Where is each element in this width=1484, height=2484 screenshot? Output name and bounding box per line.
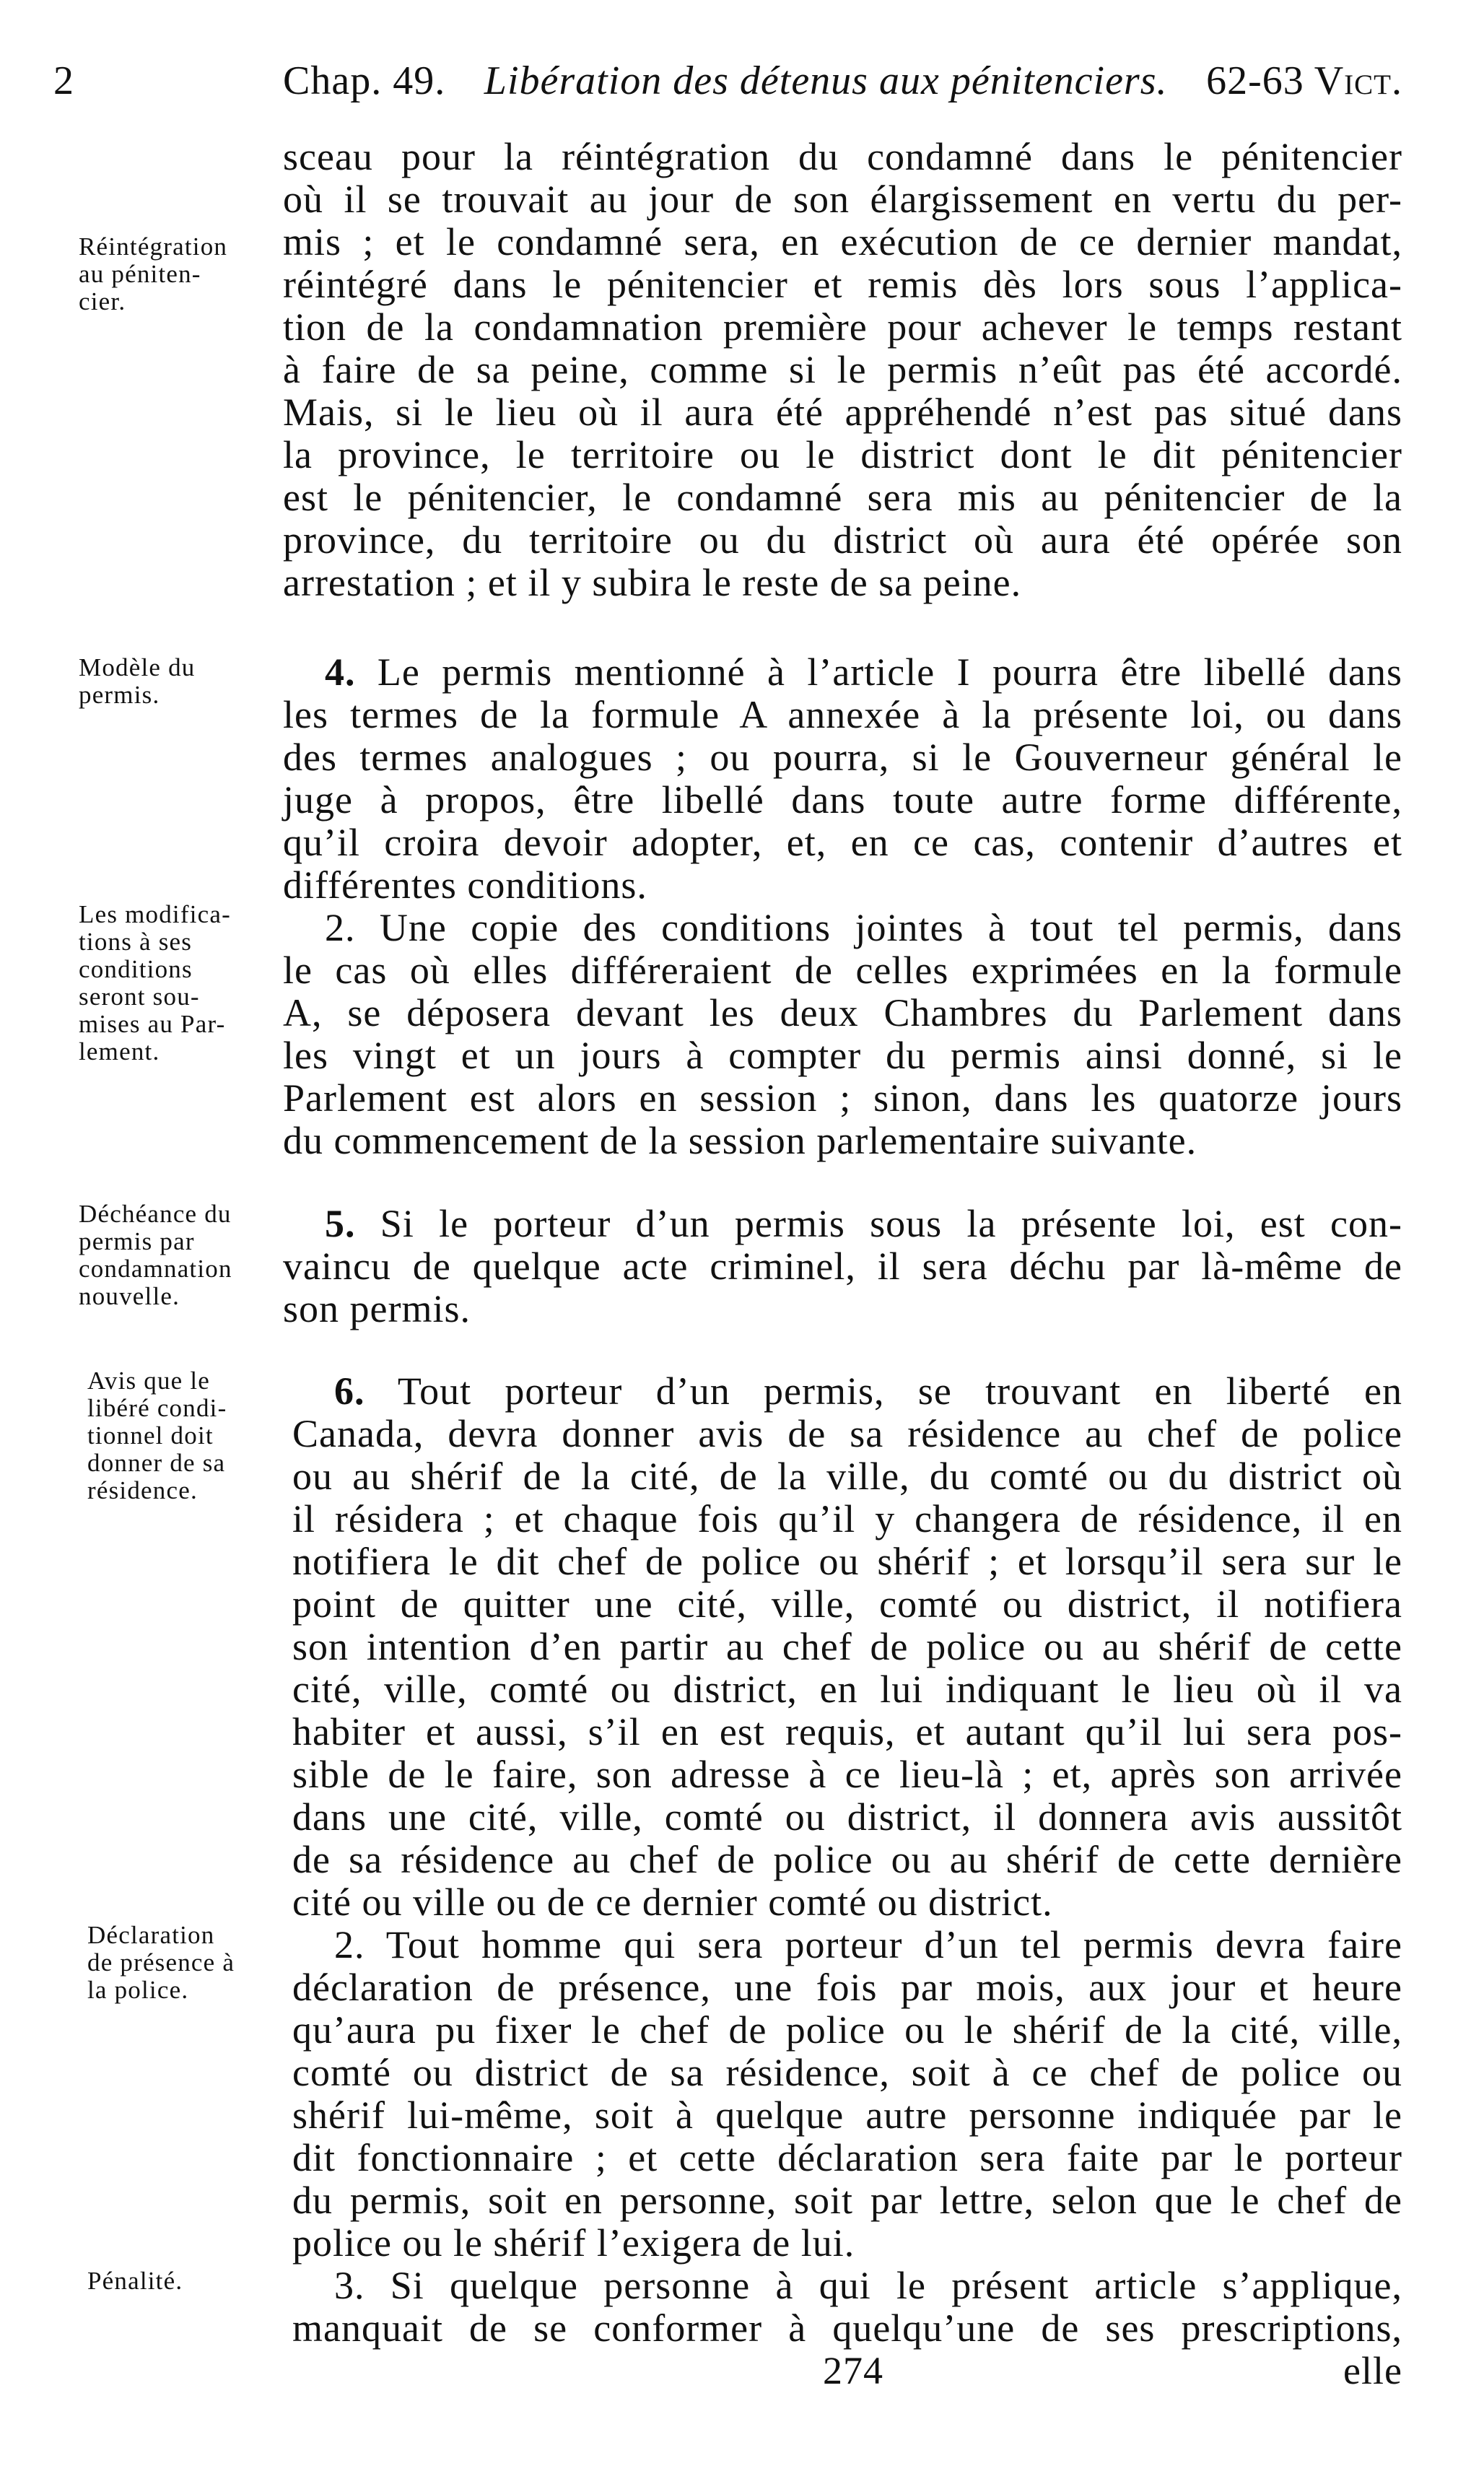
text-line: comté ou district de sa résidence, soit à ce chef de police ou [292,2051,1402,2094]
section-6-subsection-2 [292,1924,1402,2265]
margin-note-line: résidence. [87,1476,198,1504]
margin-note-penalty [87,2267,282,2295]
margin-note-line: cier. [79,287,126,315]
text-line: de sa résidence au chef de police ou au shérif de cette dernière [292,1838,1402,1881]
text-line: point de quitter une cité, ville, comté ou district, il notifiera [292,1582,1402,1626]
text-line: où il se trouvait au jour de son élargissement en vertu du per- [283,178,1402,221]
section-6-subsection-3 [292,2265,1402,2350]
text-line: le cas où elles différeraient de celles exprimées en la formule [283,949,1402,992]
text-line [283,907,1402,949]
margin-note-line: Réintégration [79,232,228,261]
text-line: déclaration de présence, une fois par mois, aux jour et heure [292,1966,1402,2009]
text-line-content: Tout homme qui sera porteur d’un tel permis devra faire [385,1923,1403,1966]
margin-note-line: la police. [87,1976,189,2004]
text-line: juge à propos, être libellé dans toute autre forme différente, [283,778,1402,822]
text-line: les termes de la formule A annexée à la présente loi, ou dans [283,693,1402,736]
section-number: 6. [334,1369,365,1413]
text-line: il résidera ; et chaque fois qu’il y changera de résidence, il en [292,1497,1402,1540]
section-6 [292,1370,1402,1924]
text-line [292,1924,1402,1966]
text-line: province, du territoire ou du district où aura été opérée son [283,518,1402,562]
text-line: qu’il croira devoir adopter, et, en ce cas, contenir d’autres et [283,821,1402,864]
page-number: 2 [53,58,74,103]
section-continuation [283,136,1402,604]
text-line: réintégré dans le pénitencier et remis dès lors sous l’applica- [283,263,1402,306]
text-line: sceau pour la réintégration du condamné dans le pénitencier [283,135,1402,178]
text-line [283,651,1402,694]
text-line: son permis. [283,1287,471,1330]
margin-note-line: tionnel doit [87,1421,214,1450]
text-line: son intention d’en partir au chef de police ou au shérif de cette [292,1625,1402,1668]
subsection-number: 3. [334,2264,365,2307]
text-line: habiter et aussi, s’il en est requis, et autant qu’il lui sera pos- [292,1710,1402,1753]
catchword: elle [1343,2349,1402,2392]
text-line: est le pénitencier, le condamné sera mis au pénitencier de la [283,476,1402,519]
margin-note-forfeiture [79,1200,274,1310]
text-line: A, se déposera devant les deux Chambres du Parlement dans [283,991,1402,1034]
text-line: police ou le shérif l’exigera de lui. [292,2221,855,2265]
text-line-content: Tout porteur d’un permis, se trouvant en liberté en [397,1369,1402,1413]
section-5 [283,1203,1402,1330]
text-line: sible de le faire, son adresse à ce lieu-là ; et, après son arrivée [292,1753,1402,1796]
margin-note-line: Modèle du [79,653,196,681]
margin-note-line: Déchéance du [79,1200,232,1228]
text-line: les vingt et un jours à compter du permis ainsi donné, si le [283,1034,1402,1077]
page-footer [283,2350,1402,2392]
text-line: Canada, devra donner avis de sa résidence au chef de police [292,1412,1402,1455]
text-line: la province, le territoire ou le district dont le dit pénitencier [283,433,1402,476]
text-line: du permis, soit en personne, soit par lettre, selon que le chef de [292,2179,1402,2222]
text-line [292,2265,1402,2307]
text-line [283,1203,1402,1245]
text-line: du commencement de la session parlementaire suivante. [283,1119,1197,1162]
running-head-regnal-year: 62-63 Vict. [1206,58,1402,103]
text-line: shérif lui-même, soit à quelque autre personne indiquée par le [292,2093,1402,2137]
text-line: manquait de se conformer à quelqu’une de ses prescriptions, [292,2306,1402,2350]
running-head-text [283,58,1402,104]
text-line: notifiera le dit chef de police ou shérif ; et lorsqu’il sera sur le [292,1540,1402,1583]
margin-note-line: permis par [79,1227,195,1255]
subsection-number: 2. [334,1923,365,1966]
text-line: Mais, si le lieu où il aura été appréhendé n’est pas situé dans [283,391,1402,434]
text-line: qu’aura pu fixer le chef de police ou le shérif de la cité, ville, [292,2008,1402,2052]
running-head-chapter: Chap. 49. [283,58,446,103]
margin-note-line: seront sou- [79,982,200,1011]
margin-note-line: donner de sa [87,1449,226,1477]
text-line [292,1370,1402,1413]
margin-note-line: permis. [79,681,160,709]
text-line: à faire de sa peine, comme si le permis n’eût pas été accordé. [283,348,1402,391]
text-line-content: Si quelque personne à qui le présent article s’applique, [390,2264,1402,2307]
margin-note-model-permit [79,654,274,709]
text-line: mis ; et le condamné sera, en exécution de ce dernier mandat, [283,220,1402,263]
section-number: 5. [325,1202,356,1245]
margin-note-line: tions à ses [79,928,193,956]
margin-note-line: lement. [79,1037,160,1065]
subsection-number: 2. [325,906,356,949]
text-line: dit fonctionnaire ; et cette déclaration sera faite par le porteur [292,2136,1402,2179]
text-line: dans une cité, ville, comté ou district, il donnera avis aussitôt [292,1795,1402,1839]
margin-note-line: nouvelle. [79,1282,180,1310]
running-head [0,58,1484,104]
margin-note-line: libéré condi- [87,1394,227,1422]
margin-note-line: conditions [79,955,193,983]
margin-note-line: de présence à [87,1948,235,1977]
running-head-title: Libération des détenus aux pénitenciers. [484,58,1168,103]
margin-note-reintegration [79,233,274,315]
margin-note-line: Les modifica- [79,900,231,928]
margin-note-line: Avis que le [87,1367,211,1395]
margin-note-police-declaration [87,1922,282,2004]
text-line: cité ou ville ou de ce dernier comté ou district. [292,1881,1053,1924]
text-line-content: Le permis mentionné à l’article I pourra être libellé dans [377,650,1403,694]
margin-note-line: Déclaration [87,1921,215,1949]
text-line: arrestation ; et il y subira le reste de sa peine. [283,561,1022,604]
text-line: cité, ville, comté ou district, en lui indiquant le lieu où il va [292,1668,1402,1711]
page-signature: 274 [823,2349,883,2392]
margin-note-line: au péniten- [79,260,201,288]
margin-note-line: mises au Par- [79,1010,226,1038]
section-number: 4. [325,650,356,694]
text-line-content: Si le porteur d’un permis sous la présente loi, est con- [380,1202,1402,1245]
margin-note-line: condamnation [79,1255,232,1283]
text-line-content: Une copie des conditions jointes à tout tel permis, dans [379,906,1402,949]
text-line: ou au shérif de la cité, de la ville, du comté ou du district où [292,1455,1402,1498]
text-line: vaincu de quelque acte criminel, il sera déchu par là-même de [283,1245,1402,1288]
text-line: tion de la condamnation première pour achever le temps restant [283,305,1402,349]
text-line: des termes analogues ; ou pourra, si le Gouverneur général le [283,736,1402,779]
text-line: Parlement est alors en session ; sinon, dans les quatorze jours [283,1076,1402,1120]
margin-note-modifications [79,901,274,1065]
section-4-subsection-2 [283,907,1402,1162]
margin-note-residence-notice [87,1367,282,1504]
margin-note-line: Pénalité. [87,2267,183,2295]
section-4 [283,651,1402,907]
text-line: différentes conditions. [283,863,647,907]
